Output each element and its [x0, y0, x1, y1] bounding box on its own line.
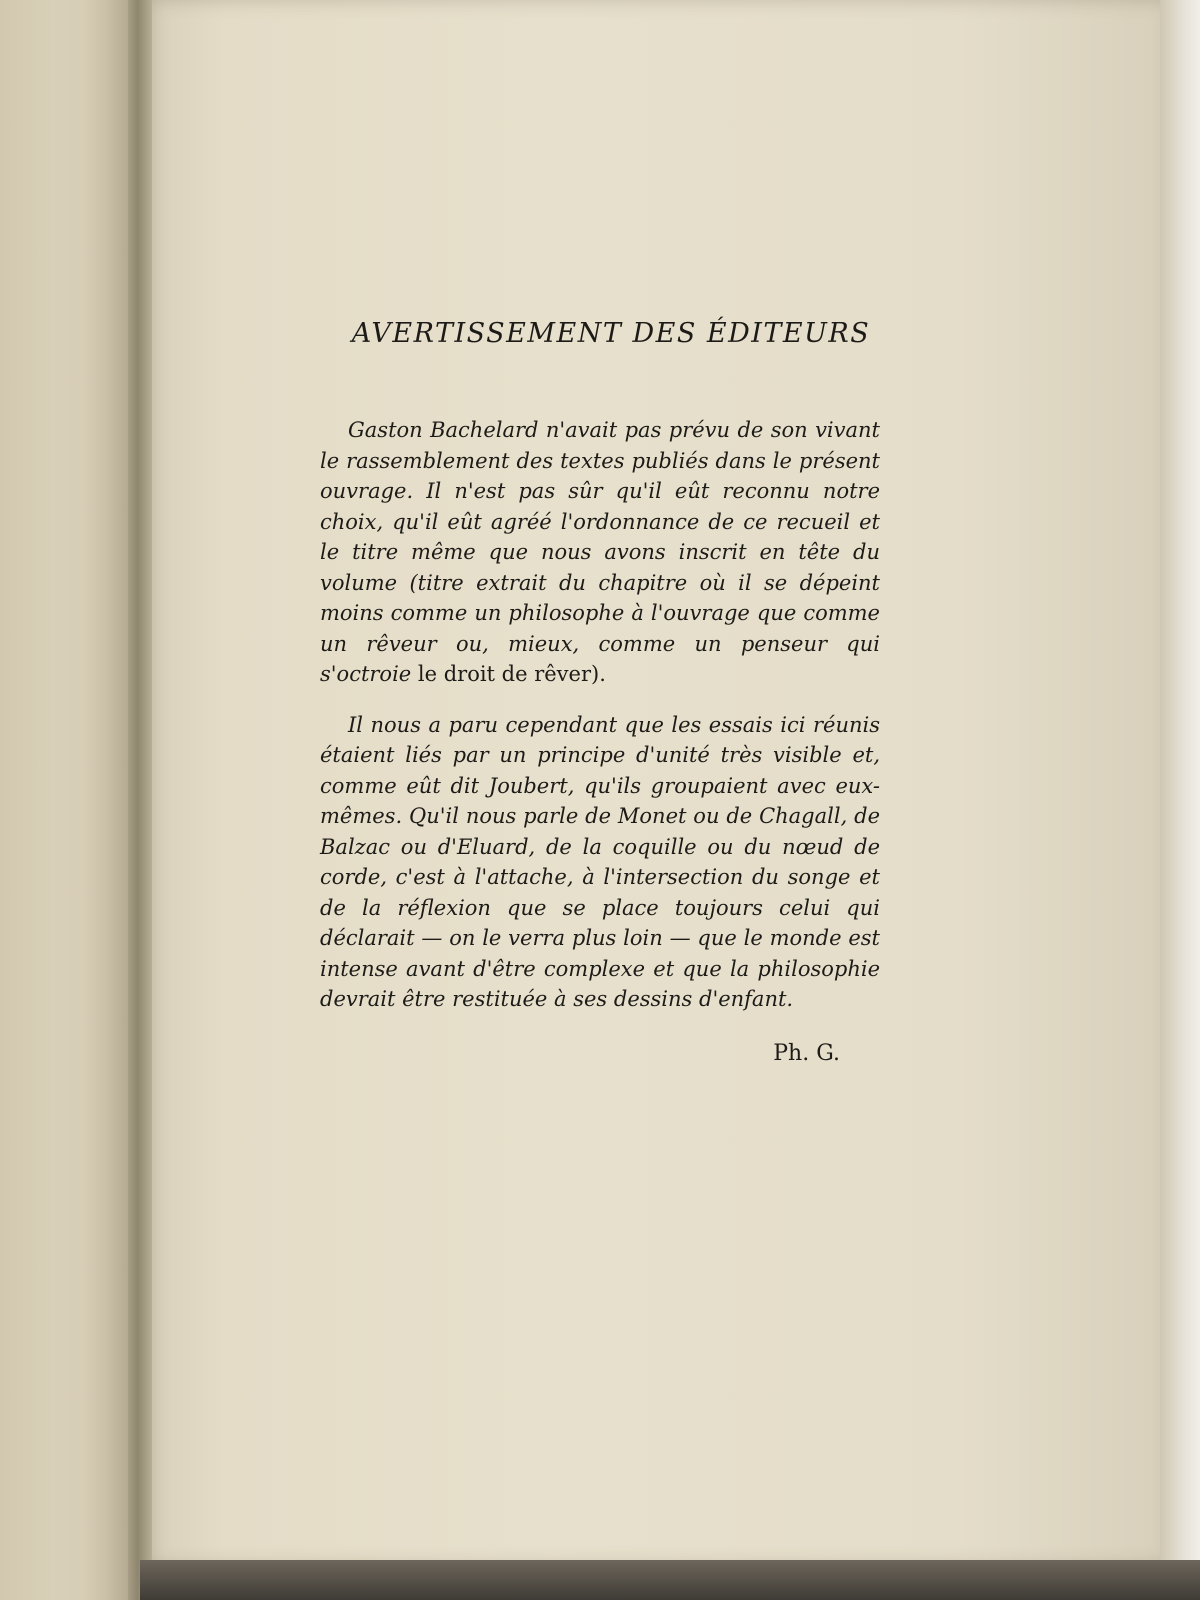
paragraph-1-roman: le droit de rêver).	[411, 662, 606, 686]
page-heading: AVERTISSEMENT DES ÉDITEURS	[351, 318, 871, 349]
paragraph-1	[320, 415, 880, 690]
page-text	[320, 300, 880, 1066]
signature: Ph. G.	[773, 1040, 840, 1066]
paragraph-2: Il nous a paru cependant que les essais ici réunis étaient liés par un principe d'unité très visible et, comme eût dit Joubert, qu'ils groupaient avec eux-mêmes. Qu'il nous parle de Monet ou de Chagall, de Balzac ou d'Eluard, de la coquille ou du nœud de corde, c'est à l'attache, à l'intersection du songe et de la réflexion que se place toujours celui qui déclarait — on le verra plus loin — que le monde est intense avant d'être complexe et que la philosophie devrait être restituée à ses dessins d'enfant.	[320, 712, 880, 1011]
paragraph-1-italic: Gaston Bachelard n'avait pas prévu de son vivant le rassemblement des textes publiés dans le présent ouvrage. Il n'est pas sûr qu'il eût reconnu notre choix, qu'il eût agréé l'ordonnance de ce recueil et le titre même que nous avons inscrit en tête du volume (titre extrait du chapitre où il se dépeint moins comme un philosophe à l'ouvrage que comme un rêveur ou, mieux, comme un penseur qui s'octroie	[320, 418, 880, 686]
book-gutter	[128, 0, 152, 1600]
right-page-edge	[1160, 0, 1200, 1600]
bottom-shadow	[140, 1560, 1200, 1600]
